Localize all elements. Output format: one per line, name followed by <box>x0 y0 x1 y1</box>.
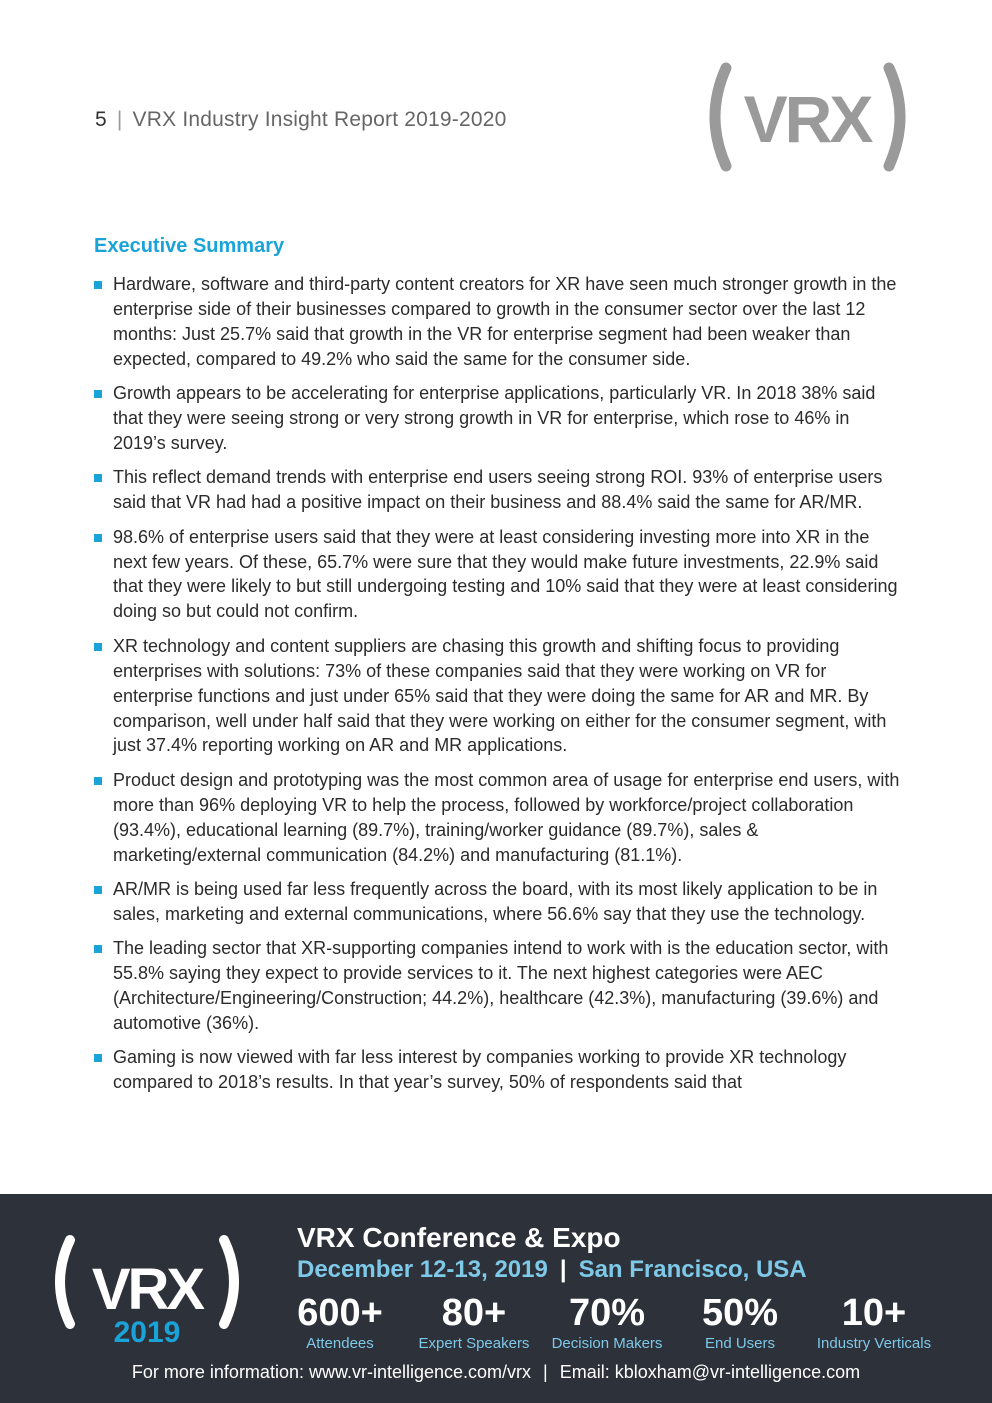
stat-speakers <box>404 1291 544 1353</box>
logo-year: 2019 <box>113 1316 181 1349</box>
stat-value: 80+ <box>441 1292 507 1334</box>
list-item <box>94 1045 904 1095</box>
event-dates: December 12-13, 2019 <box>297 1256 548 1283</box>
stat-label: Expert Speakers <box>418 1335 530 1352</box>
bullet-square-icon <box>94 945 102 953</box>
contact-divider: | <box>543 1362 548 1382</box>
list-item <box>94 768 904 868</box>
svg-text:VRX: VRX <box>91 1257 203 1322</box>
bullet-square-icon <box>94 777 102 785</box>
stat-label: End Users <box>704 1335 776 1352</box>
page-number: 5 <box>95 108 107 131</box>
list-item <box>94 381 904 456</box>
list-item-text: The leading sector that XR-supporting companies intend to work with is the education sector, with 55.8% saying they expect to provide services to it. The next highest categories were AEC (Architecture/Engineering/Construction; 44.2%), healthcare (42.3%), manufacturing (39.6%) and automotive (36%). <box>113 938 889 1033</box>
stat-value: 70% <box>568 1292 646 1334</box>
stat-value: 10+ <box>841 1292 907 1334</box>
bullet-square-icon <box>94 281 102 289</box>
bullet-square-icon <box>94 534 102 542</box>
contact-info <box>0 1362 992 1383</box>
list-item-text: AR/MR is being used far less frequently across the board, with its most likely application to be in sales, marketing and external communications, where 56.6% say that they use the technology. <box>113 878 878 924</box>
vrx-logo <box>700 62 915 172</box>
bullet-square-icon <box>94 474 102 482</box>
list-item <box>94 936 904 1036</box>
list-item <box>94 877 904 927</box>
section-title: Executive Summary <box>94 235 285 257</box>
page-header <box>95 108 507 132</box>
event-location: San Francisco, USA <box>578 1256 807 1283</box>
list-item <box>94 465 904 515</box>
stat-decision-makers <box>537 1291 677 1353</box>
list-item-text: Product design and prototyping was the most common area of usage for enterprise end users, with more than 96% deploying VR to help the process, followed by workforce/project collaboration (93.4%), educational learning (89.7%), training/worker guidance (89.7%), sales & marketing/external communication (84.2%) and manufacturing (81.1%). <box>113 769 900 865</box>
summary-list <box>94 272 904 1105</box>
stat-industry-verticals <box>804 1291 944 1353</box>
stat-end-users <box>670 1291 810 1353</box>
bullet-square-icon <box>94 643 102 651</box>
list-item <box>94 272 904 372</box>
footer-banner <box>0 1194 992 1403</box>
bullet-square-icon <box>94 886 102 894</box>
stat-label: Decision Makers <box>551 1335 663 1352</box>
stat-label: Attendees <box>306 1335 374 1352</box>
email-link[interactable]: Email: kbloxham@vr-intelligence.com <box>559 1362 861 1382</box>
list-item-text: 98.6% of enterprise users said that they were at least considering investing more into XR in the next few years. Of these, 65.7% were sure that they would make future investments, 22.9% said that they were likely to but still undergoing testing and 10% said that they were at least considering doing so but could not confirm. <box>113 526 898 622</box>
list-item-text: Hardware, software and third-party content creators for XR have seen much stronger growth in the enterprise side of their businesses compared to growth in the consumer sector over the last 12 months: Just 25.7% said that growth in the VR for enterprise segment had been weaker than expected, compared to 49.2% who said the same for the consumer side. <box>113 274 897 369</box>
stat-attendees <box>270 1291 410 1353</box>
list-item-text: This reflect demand trends with enterprise end users seeing strong ROI. 93% of enterprise users said that VR had had a positive impact on their business and 88.4% said the same for AR/MR. <box>113 467 883 513</box>
stat-value: 50% <box>701 1292 779 1334</box>
bullet-square-icon <box>94 390 102 398</box>
report-title: VRX Industry Insight Report 2019-2020 <box>132 108 507 131</box>
header-separator: | <box>116 108 123 131</box>
list-item-text: Growth appears to be accelerating for enterprise applications, particularly VR. In 2018 38% said that they were seeing strong or very strong growth in VR for enterprise, which rose to 46% in 2019’s survey. <box>113 383 876 453</box>
stat-label: Industry Verticals <box>816 1335 932 1352</box>
stat-value: 600+ <box>297 1292 383 1334</box>
vrx-2019-logo <box>48 1234 248 1349</box>
list-item-text: XR technology and content suppliers are chasing this growth and shifting focus to providing enterprises with solutions: 73% of these companies said that they were working on VR for enterprise functions and just under 65% said that they were doing the same for AR and MR. By comparison, well under half said that they were working on either for the consumer segment, with just 37.4% reporting working on AR and MR applications. <box>113 635 887 756</box>
event-title: VRX Conference & Expo <box>297 1222 621 1253</box>
bullet-square-icon <box>94 1054 102 1062</box>
event-divider: | <box>559 1256 567 1283</box>
list-item <box>94 634 904 759</box>
event-details <box>297 1256 807 1284</box>
list-item-text: Gaming is now viewed with far less interest by companies working to provide XR technology compared to 2018’s results. In that year’s survey, 50% of respondents said that <box>113 1047 847 1093</box>
svg-text:VRX: VRX <box>743 82 871 156</box>
website-link[interactable]: For more information: www.vr-intelligence.com/vrx <box>131 1362 532 1382</box>
list-item <box>94 525 904 625</box>
